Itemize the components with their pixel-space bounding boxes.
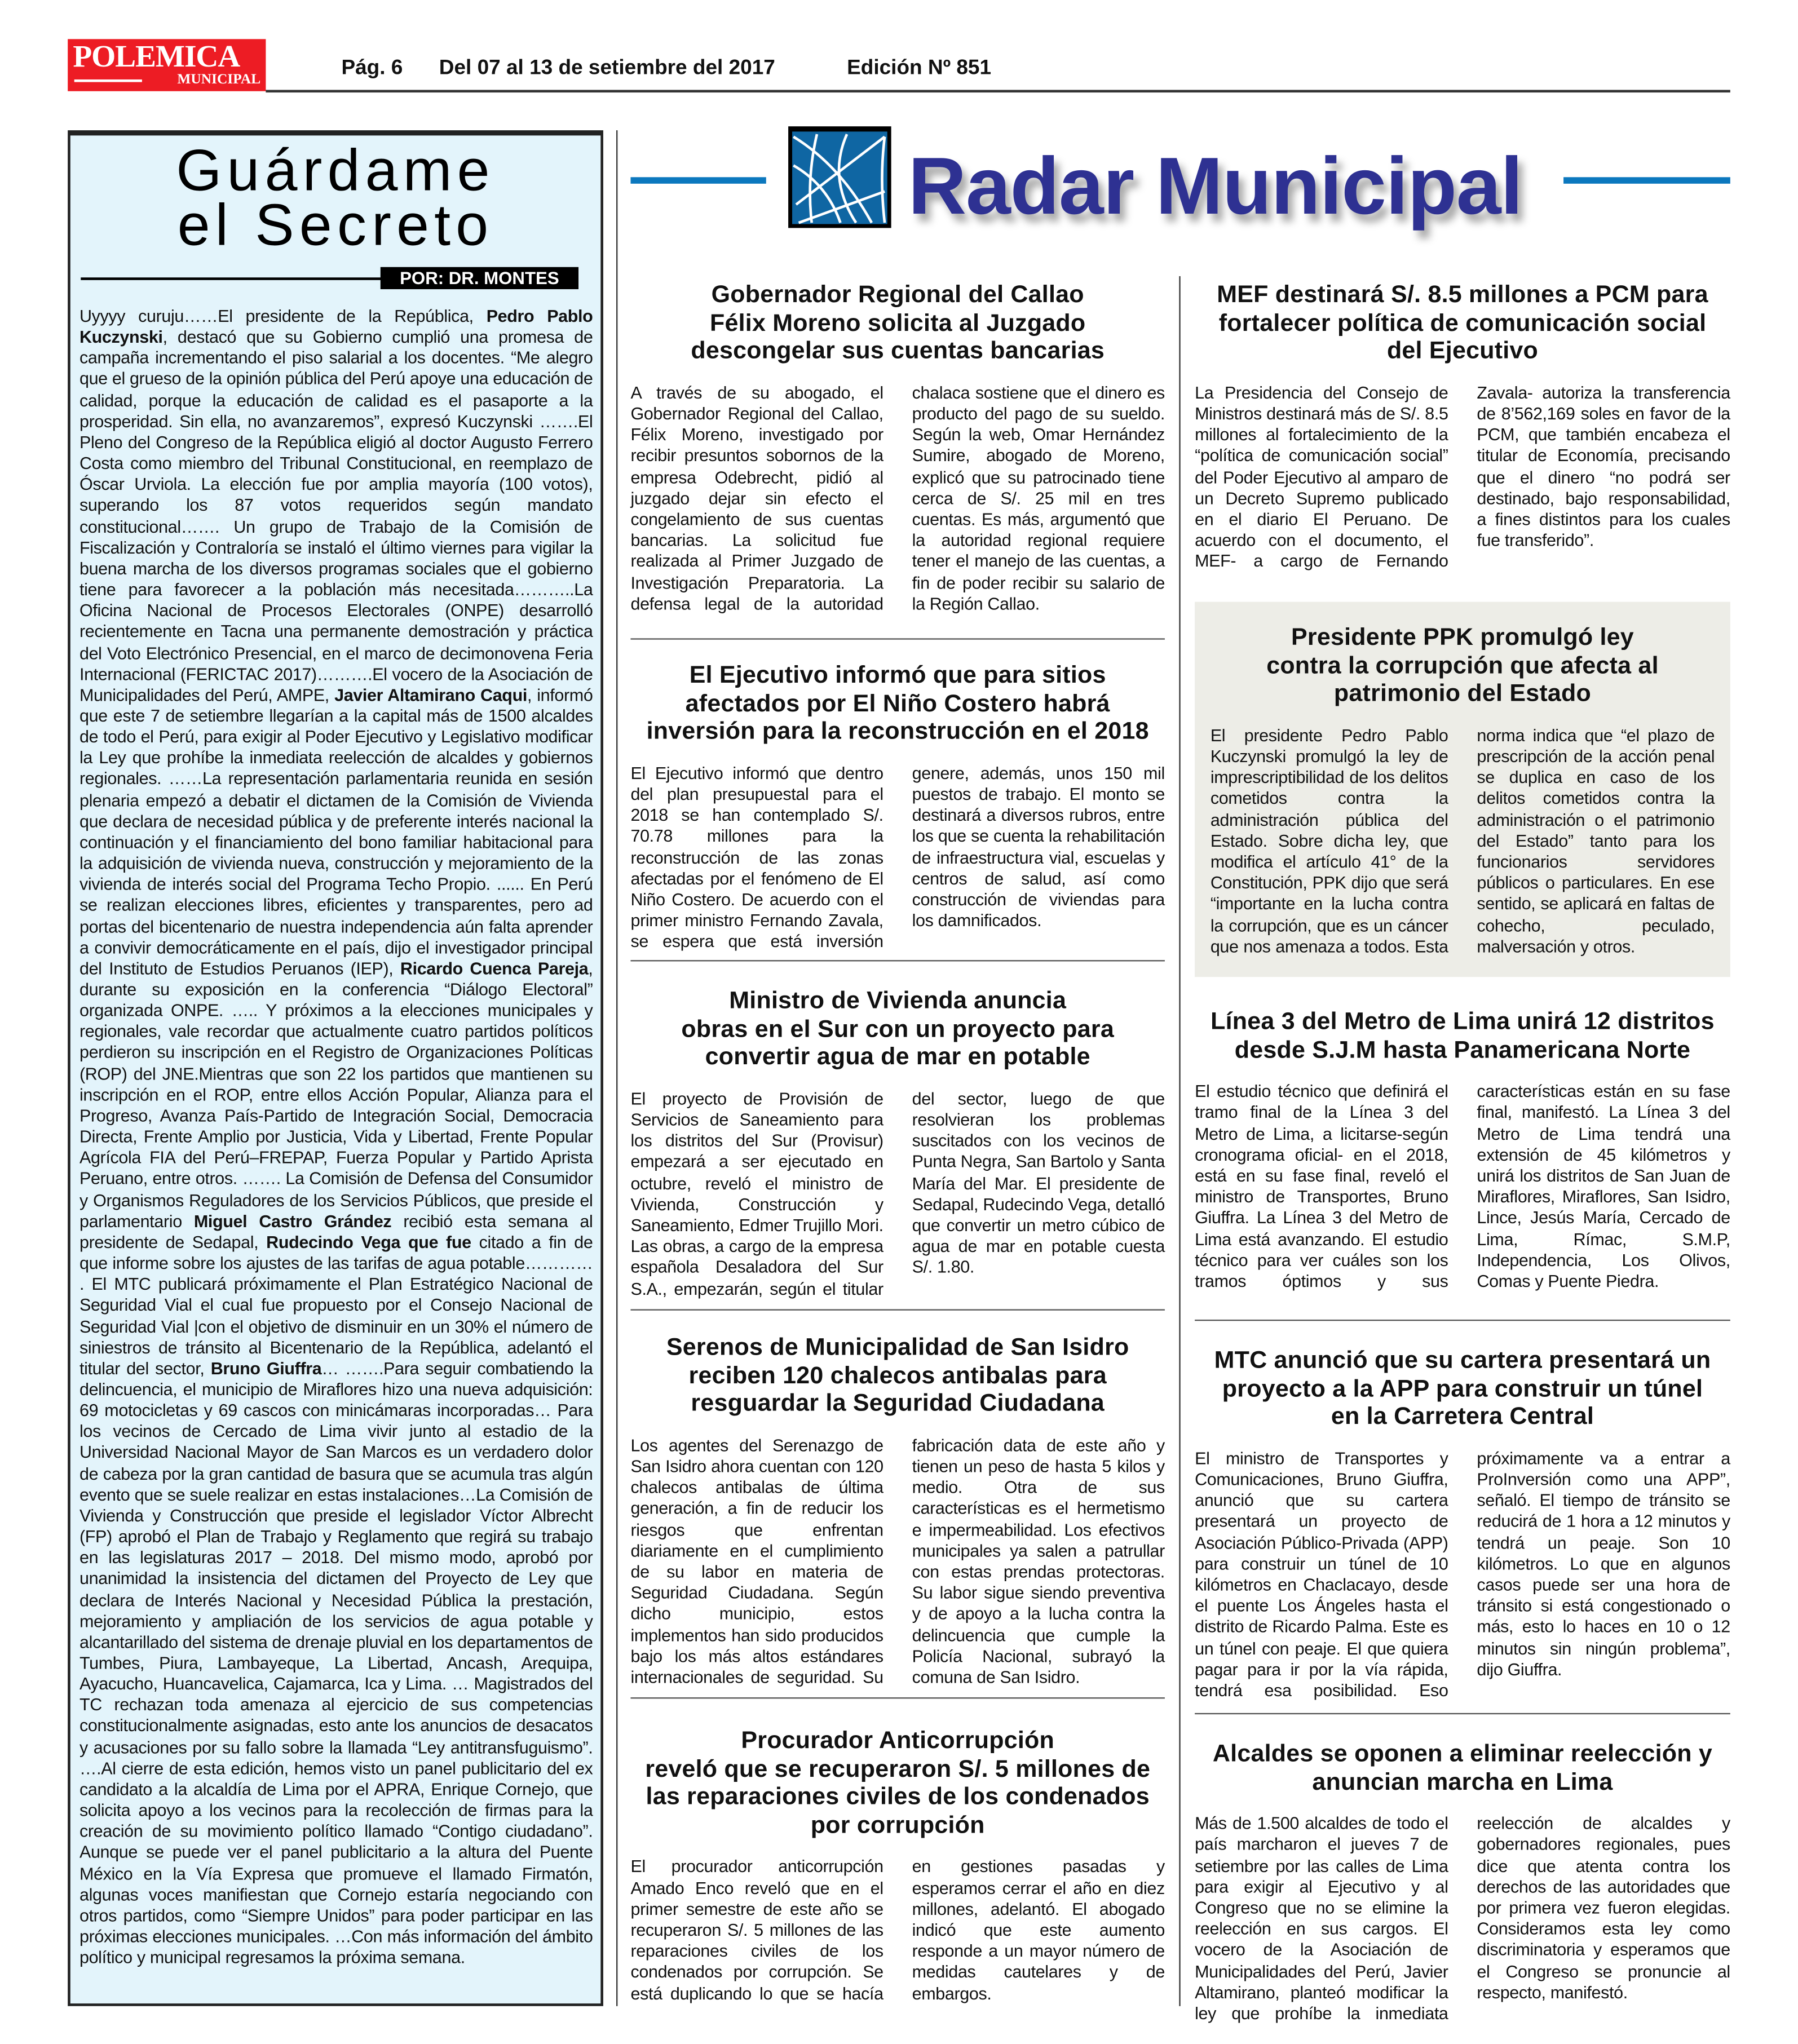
column-byline: POR: DR. MONTES	[381, 267, 578, 289]
highlighted-name: Javier Altamirano Caqui	[334, 685, 527, 705]
article-body: El procurador anticorrupción Amado Enco reveló que en el primer semestre de este año se recuperaron S/. 5 millones de las reparaciones civiles de los condenados por corrupción. Se está duplicando lo que se hacía en gestiones pasadas y esperamos cerrar el año en diez millones, adelantó. El abogado indicó que este aumento responde a un mayor número de medidas cautelares y de embargos.	[630, 1856, 1165, 2003]
article-body: Los agentes del Serenazgo de San Isidro ahora cuentan con 120 chalecos antibalas de última generación, a fin de reducir los riesgos que enfrentan diariamente en el cumplimiento de su labor en materia de Seguridad Ciudadana. Según dicho municipio, estos implementos han sido producidos bajo los más altos estándares internacionales de seguridad. Su fabricación data de este año y tienen un peso de hasta 5 kilos y medio. Otra de sus características es el hermetismo e impermeabilidad. Los efectivos municipales ya salen a patrullar con estas prendas protectoras. Su labor sigue siendo preventiva y de apoyo a la lucha contra la delincuencia que cumple la Policía Nacional, subrayó la comuna de San Isidro.	[630, 1435, 1165, 1687]
article-body: Más de 1.500 alcaldes de todo el país marcharon el jueves 7 de setiembre por las calles de Lima para exigir al Ejecutivo y al Congreso que no se elimine la reelección en sus cargos. El vocero de la Asociación de Municipalidades del Perú, Javier Altamirano, planteó modificar la ley que prohíbe la inmediata reelección de alcaldes y gobernadores regionales, pues dice que atenta contra los derechos de las autoridades que por primera vez fueron elegidas. Consideramos esta ley como discriminatoria y esperamos que el Congreso se pronuncie al respecto, manifestó.	[1195, 1813, 1730, 2023]
article-headline: Alcaldes se oponen a eliminar reelección y anuncian marcha en Lima	[1212, 1739, 1713, 1795]
column-text-segment: recibió esta semana al presidente de Sedapal,	[79, 1211, 593, 1252]
article-divider	[630, 1697, 1164, 1698]
column-divider	[616, 130, 617, 2006]
article-divider	[630, 960, 1164, 961]
news-article	[1195, 1007, 1730, 1293]
article-divider	[630, 1309, 1164, 1310]
highlighted-name: Pedro Pablo Kuczynski	[79, 306, 593, 347]
column-text-segment: … …….Para seguir combatiendo la delincuencia, el municipio de Miraflores hizo una nueva adquisición: 69 motocicletas y 69 cascos con minicámaras incorporadas… Para los vecinos de Cercado de Lima vivir junto al estadio de la Universidad Nacional Mayor de San Marcos es un verdadero dolor de cabeza por la gran cantidad de basura que se acumula tras algún evento que se suele realizar en estas instalaciones…La Comisión de Vivienda y Construcción que preside el legislador Víctor Albrecht (FP) aprobó el Plan de Trabajo y Reglamento que regirá su trabajo en las legislaturas 2017 – 2018. Del mismo modo, aprobó por unanimidad la insistencia del dictamen del Proyecto de Ley que declara de Interés Nacional y Necesidad Pública la prestación, mejoramiento y ampliación de los servicios de agua potable y alcantarillado del sistema de drenaje pluvial en los departamentos de Tumbes, Piura, Lambayeque, La Libertad, Ancash, Arequipa, Ayacucho, Huancavelica, Cajamarca, Ica y Lima. … Magistrados del TC rechazan toda amenaza al ejercicio de sus competencias constitucionalmente asignadas, esto ante los anuncios de desacatos y acusaciones por su fallo sobre la llamada “Ley antitransfuguismo”. ….Al cierre de esta edición, hemos visto un panel publicitario del ex candidato a la alcaldía de Lima por el APRA, Enrique Cornejo, que solicita apoyo a los vecinos para la recolección de firmas para la creación de su movimiento político llamado “Contigo ciudadano”. Aunque se puede ver el panel publicitario a la altura del Puente México en la Vía Expresa que promueve el llamado Firmatón, algunas voces manifiestan que Cornejo estaría negociando con otros partidos, como “Siempre Unidos” para poder participar en las próximas elecciones municipales. …Con más información del ámbito político y municipal regresamos la próxima semana.	[79, 1358, 593, 1967]
section-title: Radar Municipal	[908, 141, 1522, 232]
section-rule-right	[1563, 177, 1730, 184]
article-headline: MEF destinará S/. 8.5 millones a PCM para fortalecer política de comunicación social del Ejecutivo	[1217, 280, 1708, 364]
column-text-segment: Uyyyy curuju……El presidente de la República,	[79, 306, 487, 326]
news-article	[630, 661, 1164, 953]
page-number: Pág. 6	[341, 57, 403, 79]
article-headline: Línea 3 del Metro de Lima unirá 12 distritos desde S.J.M hasta Panamericana Norte	[1211, 1007, 1715, 1063]
column-divider	[1179, 276, 1180, 2006]
column-text-segment: citado a fin de que informe sobre los ajustes de las tarifas de agua potable………… . El MTC publicará próximamente el Plan Estratégico Nacional de Seguridad Vial el cual fue propuesto por el Consejo Nacional de Seguridad Vial |con el objetivo de disminuir en un 30% el número de siniestros de tránsito al Bicentenario de la República, adelantó el titular del sector,	[79, 1232, 593, 1378]
news-article	[1211, 623, 1715, 958]
article-headline: Serenos de Municipalidad de San Isidro reciben 120 chalecos antibalas para resguardar la Seguridad Ciudadana	[666, 1333, 1129, 1417]
article-headline: Ministro de Vivienda anuncia obras en el Sur con un proyecto para convertir agua de mar en potable	[681, 986, 1114, 1070]
article-body: El proyecto de Provisión de Servicios de Saneamiento para los distritos del Sur (Provisur) empezará a ser ejecutado en octubre, reveló el ministro de Vivienda, Construcción y Saneamiento, Edmer Trujillo Mori. Las obras, a cargo de la empresa española Desaladora del Sur S.A., empezarán, según el titular del sector, luego de que resolvieran los problemas suscitados con los vecinos de Punta Negra, San Bartolo y Santa María del Mar. El presidente de Sedapal, Rudecindo Vega, detalló que convertir un metro cúbico de agua de mar en potable cuesta S/. 1.80.	[630, 1089, 1165, 1299]
article-body: El Ejecutivo informó que dentro del plan presupuestal para el 2018 se han contemplado S/. 70.78 millones para la reconstrucción de las zonas afectadas por el fenómeno de El Niño Costero. De acuerdo con el primer ministro Fernando Zavala, se espera que está inversión genere, además, unos 150 mil puestos de trabajo. El monto se destinará a diversos rubros, entre los que se cuenta la rehabilitación de infraestructura vial, escuelas y centros de salud, así como construcción de viviendas para los damnificados.	[630, 763, 1165, 952]
highlighted-name: Ricardo Cuenca Pareja	[400, 958, 589, 979]
section-rule-left	[630, 177, 766, 184]
edition-number: Edición Nº 851	[847, 57, 992, 79]
highlighted-name: Bruno Giuffra	[210, 1358, 322, 1378]
column-text-segment: , informó que este 7 de setiembre llegarían a la capital más de 1500 alcaldes de todo el Perú, para exigir al Poder Ejecutivo y Legislativo modificar la Ley que prohíbe la inmediata reelección de alcaldes y gobiernos regionales. ……La representación parlamentaria reunida en sesión plenaria empezó a debatir el dictamen de la Comisión de Vivienda que declara de necesidad pública y de preferente interés nacional la continuación y el financiamiento del bono familiar habitacional para la adquisición de vivienda nueva, construcción y mejoramiento de la vivienda de interés social del Programa Techo Propio. ...... En Perú se realizan elecciones libres, eficientes y transparentes, pero ad portas del bicentenario de nuestra independencia aún falta aprender a convivir democráticamente en el país, dijo el investigador principal del Instituto de Estudios Peruanos (IEP),	[79, 685, 593, 979]
news-article	[630, 1726, 1164, 2005]
article-divider	[630, 638, 1164, 639]
article-headline: Gobernador Regional del Callao Félix Moreno solicita al Juzgado descongelar sus cuentas bancarias	[691, 280, 1105, 364]
news-article	[1195, 280, 1730, 573]
article-headline: El Ejecutivo informó que para sitios afectados por El Niño Costero habrá inversión para la reconstrucción en el 2018	[646, 660, 1149, 744]
column-text-segment: , durante su exposición en la conferencia “Diálogo Electoral” organizada ONPE. ….. Y próximos a la elecciones municipales y regionales, vale recordar que actualmente cuatro partidos políticos perdieron su inscripción en el Registro de Organizaciones Políticas (ROP) del JNE.Mientras que son 22 los partidos que mantienen su inscripción en el ROP, entre ellos Acción Popular, Alianza para el Progreso, Avanza País-Partido de Integración Social, Democracia Directa, Frente Amplio por Justicia, Vida y Libertad, Frente Popular Agrícola FIA del Perú–FREPAP, Fuerza Popular y Partido Aprista Peruano, entre otros. ……. La Comisión de Defensa del Consumidor y Organismos Reguladores de los Servicios Públicos, que preside el parlamentario	[79, 958, 593, 1231]
news-article	[1195, 1739, 1730, 2025]
article-body: El presidente Pedro Pablo Kuczynski promulgó la ley de imprescriptibilidad de los delitos cometidos contra la administración pública del Estado. Sobre dicha ley, que modifica el artículo 41° de la Constitución, PPK dijo que será “importante en la lucha contra la corrupción, que es un cáncer que nos amenaza a todos. Esta norma indica que “el plazo de prescripción de la acción penal se duplica en caso de los delitos cometidos contra la administración o el patrimonio del Estado” tanto para los funcionarios servidores públicos o particulares. En ese sentido, se aplicará en faltas de cohecho, peculado, malversación y otros.	[1210, 725, 1715, 956]
header-divider	[266, 90, 1730, 91]
news-article	[630, 986, 1164, 1299]
news-article	[1195, 1346, 1730, 1701]
article-body: El ministro de Transportes y Comunicaciones, Bruno Giuffra, anunció que su cartera presentará un proyecto de Asociación Público-Privada (APP) para construir un túnel de 10 kilómetros en Chaclacayo, desde el puente Los Ángeles hasta el distrito de Ricardo Palma. Este es un túnel con peaje. El que quiera pagar para ir por la vía rápida, tendrá esa posibilidad. Eso próximamente va a entrar a ProInversión como una APP”, señaló. El tiempo de tránsito se reducirá de 1 hora a 12 minutos y tendrá un peaje. Son 10 kilómetros. Lo que en algunos casos puede ser una hora de tránsito si está congestionado o más, esto lo haces en 10 o 12 minutos sin ningún problema”, dijo Giuffra.	[1195, 1448, 1730, 1700]
article-divider	[1195, 1320, 1730, 1321]
article-body: A través de su abogado, el Gobernador Regional del Callao, Félix Moreno, investigado por recibir presuntos sobornos de la empresa Odebrecht, pidió al juzgado dejar sin efecto el congelamiento de sus cuentas bancarias. La solicitud fue realizada al Primer Juzgado de Investigación Preparatoria. La defensa legal de la autoridad chalaca sostiene que el dinero es producto del pago de su sueldo. Según la web, Omar Hernández Sumire, abogado de Moreno, explicó que su patrocinado tiene cerca de S/. 25 mil en tres cuentas. Es más, argumentó que la autoridad regional requiere tener el manejo de las cuentas, a fin de poder recibir su salario de la Región Callao.	[630, 382, 1165, 614]
column-title: Guárdame el Secreto	[176, 136, 495, 258]
article-body: La Presidencia del Consejo de Ministros destinará más de S/. 8.5 millones al fortalecimiento de la “política de comunicación social” del Poder Ejecutivo al amparo de un Decreto Supremo publicado en el diario El Peruano. De acuerdo con el documento, el MEF- a cargo de Fernando Zavala- autoriza la transferencia de 8’562,169 soles en favor de la PCM, que también encabeza el titular de Economía, precisando que el dinero “no podrá ser destinado, bajo responsabilidad, a fines distintos para los cuales fue transferido”.	[1195, 382, 1730, 572]
article-divider	[1195, 1713, 1730, 1714]
byline-rule	[81, 277, 383, 280]
issue-dates: Del 07 al 13 de setiembre del 2017	[439, 57, 775, 79]
news-article	[630, 1333, 1164, 1688]
radar-globe-icon	[788, 126, 891, 228]
highlighted-name: Rudecindo Vega que fue	[266, 1232, 471, 1252]
column-text-segment: , destacó que su Gobierno cumplió una promesa de campaña incrementando el piso salarial a los docentes. “Me alegro que el grueso de la opinión pública del Perú apoye una educación de calidad, porque la educación de calidad es el pasaporte a la prosperidad. Sin ella, no avanzaremos”, expresó Kuczynski …….El Pleno del Congreso de la República eligió al doctor Augusto Ferrero Costa como miembro del Tribunal Constitucional, en reemplazo de Óscar Urviola. La elección fue por amplia mayoría (100 votos), superando los 87 votos requeridos según mandato constitucional……. Un grupo de Trabajo de la Comisión de Fiscalización y Contraloría se instaló el último viernes para vigilar la buena marcha de los diversos programas sociales que el gobierno tiene para favorecer a la población más necesitada………..La Oficina Nacional de Procesos Electorales (ONPE) desarrolló recientemente en Tacna una permanente demostración y práctica del Voto Electrónico Presencial, en el marco de decimonovena Feria Internacional (FERICTAC 2017)……….El vocero de la Asociación de Municipalidades del Perú, AMPE,	[79, 327, 593, 705]
news-article	[630, 280, 1164, 615]
column-text	[79, 306, 593, 1969]
polemica-municipal-logo: POLEMICA MUNICIPAL	[68, 39, 266, 91]
column-guardame-el-secreto	[68, 130, 603, 2006]
highlighted-name: Miguel Castro Grández	[193, 1211, 392, 1231]
article-headline: Procurador Anticorrupción reveló que se recuperaron S/. 5 millones de las reparaciones civiles de los condenados por corrupción	[645, 1726, 1151, 1838]
article-body: El estudio técnico que definirá el tramo final de la Línea 3 del Metro de Lima, a licitarse-según cronograma oficial- en el 2018, está en su fase final, reveló el ministro de Transportes, Bruno Giuffra. La Línea 3 del Metro de Lima está avanzando. El estudio técnico para ver cuáles son los tramos óptimos y sus características están en su fase final, manifestó. La Línea 3 del Metro de Lima tendrá una extensión de 45 kilómetros y unirá los distritos de San Juan de Miraflores, Miraflores, San Isidro, Lince, Jesús María, Cercado de Lima, Rímac, S.M.P, Independencia, Los Olivos, Comas y Puente Piedra.	[1195, 1081, 1730, 1291]
article-headline: Presidente PPK promulgó ley contra la corrupción que afecta al patrimonio del Estado	[1266, 622, 1659, 706]
article-headline: MTC anunció que su cartera presentará un proyecto a la APP para construir un túnel en la Carretera Central	[1214, 1346, 1711, 1430]
